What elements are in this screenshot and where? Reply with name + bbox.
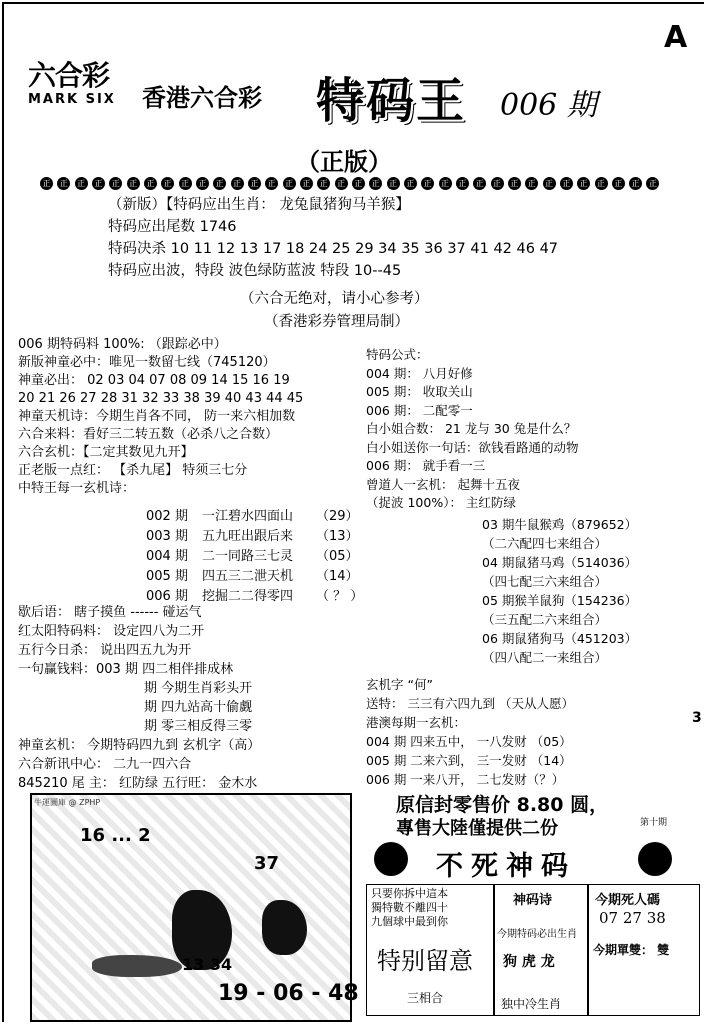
poem-animals: 狗 虎 龙 xyxy=(503,954,555,970)
single-double: 今期單雙： 雙 xyxy=(593,943,670,957)
photo-watermark: 牛運圖庫 @ ZPHP xyxy=(34,798,101,807)
left-line: 期 零三相反得三零 xyxy=(144,719,253,734)
right-line: （捉波 100%）： 主红防绿 xyxy=(366,495,516,510)
right-line: 006 期 一来八开， 二七发财（？） xyxy=(366,772,565,787)
photo-number: 19 - 06 - 48 xyxy=(218,981,359,1006)
poem-bottom: 独中冷生肖 xyxy=(501,997,562,1011)
combo-line: （三五配二六来组合） xyxy=(482,612,608,627)
photo-number: 16 ... 2 xyxy=(80,825,151,846)
combo-line: 05 期猴羊鼠狗（154236） xyxy=(482,593,638,608)
combo-line: （二六配四七来组合） xyxy=(482,536,608,551)
left-line: 期 今期生肖彩头开 xyxy=(144,681,253,696)
combo-line: 04 期鼠猪马鸡（514036） xyxy=(482,555,638,570)
stamp-icon: 正 xyxy=(283,177,296,190)
poem-issue: 003 期 xyxy=(146,529,188,544)
right-line: 曾道人一玄机： 起舞十五夜 xyxy=(366,476,520,492)
right-line: 送特： 三三有六四九到 （天从人愿） xyxy=(366,696,574,711)
left-line: 中特王每一玄机诗： xyxy=(18,481,136,496)
page-tag: 第十期 xyxy=(640,818,668,828)
ad-title: 不死神码 xyxy=(436,851,576,882)
left-line: 六合新讯中心： 二九一四六合 xyxy=(18,757,192,772)
combo-line: （四八配二一来组合） xyxy=(482,650,608,665)
right-line: 006 期： 就手看一三 xyxy=(366,458,486,473)
poem-text: 五九旺出跟后来 xyxy=(202,529,294,544)
poem-text: 四五三二泄天机 xyxy=(202,569,294,584)
poem-result: （05） xyxy=(316,549,359,564)
stamp-row xyxy=(40,177,660,190)
stamp-icon: 正 xyxy=(543,177,556,190)
poem-result: （13） xyxy=(316,529,359,544)
stamp-icon: 正 xyxy=(109,177,122,190)
header-title-prefix: 香港六合彩 xyxy=(142,84,262,112)
right-line: 白小姐送你一句话：欲钱看路通的动物 xyxy=(366,439,579,455)
left-line: 神童必出： 02 03 04 07 08 09 14 15 16 19 xyxy=(18,373,290,388)
stamp-icon: 正 xyxy=(456,177,469,190)
stamp-icon: 正 xyxy=(75,177,88,190)
ad-highlight: 特别留意 xyxy=(377,947,473,975)
stamp-icon: 正 xyxy=(404,177,417,190)
poem-text: 二一同路三七灵 xyxy=(202,549,294,564)
stamp-icon: 正 xyxy=(595,177,608,190)
ad-text: 只要你拆中這本 xyxy=(371,887,448,900)
stamp-icon: 正 xyxy=(265,177,278,190)
stamp-icon: 正 xyxy=(127,177,140,190)
stamp-icon: 正 xyxy=(508,177,521,190)
flower-icon xyxy=(638,842,672,876)
dead-number-title: 今期死人碼 xyxy=(595,893,661,908)
poem-line: 今期特码必出生肖 xyxy=(497,929,577,940)
dead-numbers: 07 27 38 xyxy=(599,909,666,927)
right-line: 港澳每期一玄机： xyxy=(366,715,467,730)
header-issue: 006 期 xyxy=(500,88,597,123)
left-line: 期 四九站高十偷觑 xyxy=(144,700,253,715)
left-line: 五行今日杀： 说出四五九为开 xyxy=(18,643,192,658)
ad-box-middle xyxy=(494,884,588,1016)
corner-letter: A xyxy=(664,20,688,55)
intro-line: 特码决杀 10 11 12 13 17 18 24 25 29 34 35 36 37 41 42 46 47 xyxy=(108,241,559,257)
stamp-icon: 正 xyxy=(560,177,573,190)
ad-box-right xyxy=(588,884,700,1016)
stamp-icon: 正 xyxy=(300,177,313,190)
stamp-icon: 正 xyxy=(317,177,330,190)
poem-text: 挖掘二二得零四 xyxy=(202,589,294,604)
left-line: 六合来料：看好三二转五数（必杀八之合数） xyxy=(18,427,279,442)
left-line: 20 21 26 27 28 31 32 33 38 39 40 43 44 45 xyxy=(18,391,304,406)
stamp-icon: 正 xyxy=(161,177,174,190)
left-line: 006 期特码料 100%: （跟踪必中） xyxy=(18,337,227,352)
left-line: 新版神童必中：唯见一数留七线（745120） xyxy=(18,355,276,370)
ad-subtext: 三相合 xyxy=(407,991,444,1005)
ad-box-left xyxy=(366,884,494,1016)
notice-line: （六合无绝对，请小心参考） xyxy=(240,291,429,307)
left-line: 六合玄机：【二定其数见九开】 xyxy=(18,445,194,460)
combo-line: 06 期鼠猪狗马（451203） xyxy=(482,631,638,646)
right-line: 特码公式： xyxy=(366,347,429,362)
right-line: 006 期： 二配零一 xyxy=(366,402,473,418)
exclusive-line: 專售大陸僅提供二份 xyxy=(396,818,558,839)
photo-figure xyxy=(92,955,182,977)
right-line: 005 期： 收取关山 xyxy=(366,384,473,399)
right-line: 玄机字 “何” xyxy=(366,677,433,692)
stamp-icon: 正 xyxy=(92,177,105,190)
stamp-icon: 正 xyxy=(525,177,538,190)
ad-text: 九個球中最到你 xyxy=(371,915,448,928)
logo-bottom: MARK SIX xyxy=(28,92,116,107)
margin-mark: 3 xyxy=(692,710,702,726)
stamp-icon: 正 xyxy=(213,177,226,190)
combo-line: （四七配三六来组合） xyxy=(482,574,608,589)
right-line: 004 期 四来五中， 一八发财 （05） xyxy=(366,734,572,749)
poem-issue: 002 期 xyxy=(146,509,188,524)
stamp-icon: 正 xyxy=(57,177,70,190)
photo-figure xyxy=(262,900,307,955)
left-line: 845210 尾 主： 红防绿 五行旺： 金木水 xyxy=(18,776,258,791)
left-line: 神童天机诗：今期生肖各不同， 防一来六相加数 xyxy=(18,409,296,424)
stamp-icon: 正 xyxy=(612,177,625,190)
flower-icon xyxy=(374,842,408,876)
intro-line: 特码应出尾数 1746 xyxy=(108,219,237,235)
stamp-icon: 正 xyxy=(629,177,642,190)
stamp-icon: 正 xyxy=(179,177,192,190)
poem-title: 神码诗 xyxy=(513,893,553,908)
poem-issue: 006 期 xyxy=(146,589,188,604)
intro-line: （新版）【特码应出生肖： 龙兔鼠猪狗马羊猴】 xyxy=(108,197,410,213)
stamp-icon: 正 xyxy=(352,177,365,190)
stamp-icon: 正 xyxy=(473,177,486,190)
ad-text: 獨特數不離四十 xyxy=(371,901,448,914)
intro-line: 特码应出波，特段 波色绿防蓝波 特段 10--45 xyxy=(108,263,402,279)
stamp-icon: 正 xyxy=(491,177,504,190)
stamp-icon: 正 xyxy=(231,177,244,190)
combo-line: 03 期牛鼠猴鸡（879652） xyxy=(482,517,638,532)
poem-result: （29） xyxy=(316,509,359,524)
stamp-icon: 正 xyxy=(421,177,434,190)
stamp-icon: 正 xyxy=(387,177,400,190)
logo-top: 六合彩 xyxy=(28,59,110,92)
poem-issue: 005 期 xyxy=(146,569,188,584)
right-line: 004 期： 八月好修 xyxy=(366,365,473,381)
notice-line: （香港彩券管理局制） xyxy=(264,314,409,330)
stamp-icon: 正 xyxy=(144,177,157,190)
stamp-icon: 正 xyxy=(335,177,348,190)
stamp-icon: 正 xyxy=(577,177,590,190)
poem-issue: 004 期 xyxy=(146,549,188,564)
photo-number: 13 34 xyxy=(182,955,233,974)
right-line: 005 期 二来六到， 三一发财 （14） xyxy=(366,753,572,768)
stamp-icon: 正 xyxy=(439,177,452,190)
left-line: 一句赢钱料：003 期 四二相伴排成林 xyxy=(18,662,234,677)
poem-text: 一江碧水四面山 xyxy=(202,509,294,524)
stamp-icon: 正 xyxy=(196,177,209,190)
left-line: 正老版一点红： 【杀九尾】 特须三七分 xyxy=(18,463,248,478)
price-line: 原信封零售价 8.80 圆， xyxy=(396,794,609,816)
left-line: 神童玄机： 今期特码四九到 玄机字（高） xyxy=(18,738,261,753)
edition-label: （正版） xyxy=(296,148,392,176)
stamp-icon: 正 xyxy=(646,177,659,190)
stamp-icon: 正 xyxy=(248,177,261,190)
poem-result: （ ？ ） xyxy=(316,589,364,604)
illustration-photo xyxy=(30,793,359,1022)
stamp-icon: 正 xyxy=(40,177,53,190)
left-line: 红太阳特码料： 设定四八为二开 xyxy=(18,624,205,639)
stamp-icon: 正 xyxy=(369,177,382,190)
right-line: 白小姐合数： 21 龙与 30 兔是什么？ xyxy=(366,421,577,436)
poem-result: （14） xyxy=(316,569,359,584)
photo-number: 37 xyxy=(254,853,280,874)
header-title-main: 特码王 xyxy=(316,73,467,129)
left-line: 歇后语： 瞎子摸鱼 ------ 碰运气 xyxy=(18,605,202,620)
